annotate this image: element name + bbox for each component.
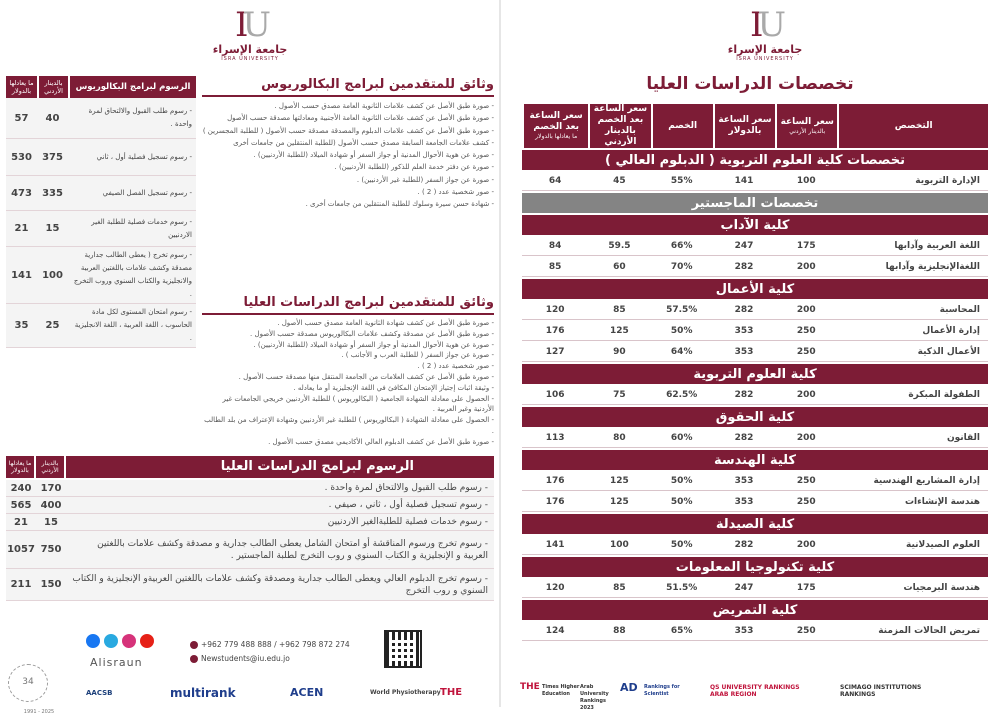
- program-value: 125: [588, 493, 650, 512]
- section-title-cell: [522, 514, 988, 534]
- youtube-icon[interactable]: [140, 634, 154, 648]
- section-title-cell: [522, 450, 988, 470]
- header-col-1: [775, 104, 837, 148]
- program-value: 100: [588, 536, 650, 555]
- document-item: - صورة عن جواز السفر ( للطلبة العرب و الأجانب ) .: [341, 351, 494, 360]
- table-row: [522, 622, 988, 641]
- fee-description: - رسوم خدمات فصلية للطلبةالغير الاردنيين: [327, 517, 488, 527]
- facebook-icon[interactable]: [86, 634, 100, 648]
- section-title-cell: [522, 279, 988, 299]
- program-value: 120: [522, 301, 588, 320]
- fee-jod: 170: [40, 482, 62, 494]
- email-address[interactable]: Newstudents@iu.edu.jo: [201, 654, 290, 663]
- graduate-fees-title: الرسوم لبرامج الدراسات العليا: [66, 456, 494, 478]
- fee-description: - رسوم تسجيل فصلية أول ، ثاني ، صيفي .: [328, 500, 488, 510]
- fee-description: - رسوم تخرج ورسوم المناقشة أو امتحان الشامل يعطى الطالب جدارية و مصدقة وكشف علامات باللغتين العربية و الإنجليزية و الكتاب السنوي و روب التخرج لطلبة الماجستير .: [97, 538, 488, 561]
- fee-jod: 15: [44, 516, 58, 528]
- fee-row: [6, 497, 494, 514]
- section-title: كلية الصيدلة: [715, 516, 795, 532]
- fee-jod: 40: [45, 112, 60, 124]
- header-col-0: [837, 104, 988, 148]
- logo-english: ISRA UNIVERSITY: [221, 56, 279, 62]
- fee-description: - رسوم تخرج الدبلوم العالي ويعطى الطالب جدارية ومصدقة وكشف علامات باللغتين العربيةو الإنجليزية و الكتاب السنوي و روب التخرج: [72, 573, 488, 596]
- program-name: الطفولة المبكرة: [837, 386, 988, 405]
- fee-row: [6, 98, 196, 139]
- program-value: 106: [522, 386, 588, 405]
- university-logo-right: [720, 5, 810, 62]
- document-item: - صورة طبق الأصل عن كشف العلامات من الجامعة المنتقل منها مصدقة حسب الأصول .: [238, 372, 494, 381]
- fee-row: [6, 531, 494, 569]
- table-row: [522, 343, 988, 362]
- program-value: 176: [522, 493, 588, 512]
- graduate-documents: [202, 294, 494, 448]
- program-value: 127: [522, 343, 588, 362]
- logo-arabic: جامعة الإسراء: [212, 43, 288, 56]
- programs-table: [522, 102, 988, 643]
- program-value: 353: [713, 493, 775, 512]
- table-row: [522, 237, 988, 256]
- document-item: - الحصول على معادلة الشهادة ( البكالوريوس ) للطلبة غير الأردنيين وشهادة الإعتراف من بلد الطالب .: [204, 416, 494, 435]
- program-value: 282: [713, 429, 775, 448]
- header-col-3: [651, 104, 713, 148]
- accreditation-logo: World Physiotherapy: [370, 689, 441, 696]
- qr-code-icon: [384, 630, 422, 668]
- document-item: - صور شخصية عدد ( 2 ) .: [417, 188, 494, 197]
- graduate-fees-header: [6, 456, 494, 478]
- table-row: [522, 429, 988, 448]
- fee-description: - رسوم طلب القبول والالتحاق لمرة واحدة .: [324, 483, 488, 493]
- ranking-logo: AD: [620, 681, 638, 694]
- program-value: 282: [713, 386, 775, 405]
- program-name: هندسة البرمجيات: [837, 579, 988, 598]
- program-value: 175: [775, 237, 837, 256]
- fee-usd: 473: [11, 187, 32, 199]
- fee-jod: 375: [42, 151, 63, 163]
- section-title-cell: [522, 193, 988, 213]
- fee-row: [6, 211, 196, 247]
- header-main: التخصص: [894, 120, 933, 131]
- table-row: [522, 536, 988, 555]
- footer: [0, 626, 500, 715]
- anniversary-years: 1991 - 2025: [23, 709, 55, 715]
- document-item: - صورة طبق الأصل عن كشف شهادة الثانوية العامة مصدق حسب الأصول .: [277, 319, 494, 327]
- program-value: 85: [522, 258, 588, 277]
- program-value: 353: [713, 622, 775, 641]
- program-name: اللغةالإنجليزية وآدابها: [837, 258, 988, 277]
- section-title: تخصصات كلية العلوم التربوية ( الدبلوم العالي ): [605, 152, 905, 168]
- ranking-logo: Times Higher Education: [542, 684, 580, 697]
- program-value: 50%: [651, 322, 713, 341]
- page-title: تخصصات الدراسات العليا: [646, 74, 854, 94]
- program-value: 141: [522, 536, 588, 555]
- header-col-4: [588, 104, 650, 148]
- document-item: - الحصول على معادلة الشهادة الجامعية ( البكالوريوس ) للطلبة الأردنيين خريجي الجامعات غير الأردنية وغير العربية .: [222, 394, 494, 414]
- program-name: إدارة الأعمال: [837, 322, 988, 341]
- fee-row: [6, 139, 196, 176]
- col-usd: ما يعادلها بالدولار: [6, 76, 37, 98]
- fee-jod: 25: [45, 320, 60, 331]
- iu-mark-icon: IU: [749, 5, 781, 45]
- header-sub: بالدينار الأردني: [789, 127, 826, 135]
- fee-description: - رسوم تخرج ( يعطى الطالب جدارية مصدقة وكشف علامات باللغتين العربية والانجليزية والكتاب السنوي وروب التخرج .: [73, 251, 192, 298]
- program-name: الأعمال الذكية: [837, 343, 988, 362]
- table-row: [522, 493, 988, 512]
- table-row: [522, 579, 988, 598]
- program-value: 59.5: [588, 237, 650, 256]
- table-row: [522, 301, 988, 320]
- fee-row: [6, 304, 196, 348]
- fee-usd: 21: [14, 223, 29, 234]
- ranking-logo: Rankings for Scientist: [644, 684, 680, 697]
- accreditation-logo: AACSB: [86, 689, 113, 697]
- section-header: [522, 407, 988, 427]
- program-value: 200: [775, 536, 837, 555]
- graduate-documents-list: [202, 318, 494, 448]
- fee-description: - رسوم تسجيل الفصل الصيفي: [102, 188, 192, 197]
- right-page: [500, 0, 1000, 707]
- bachelor-fees-header: [6, 76, 196, 98]
- program-value: 55%: [651, 172, 713, 191]
- accreditation-logo: THE: [440, 687, 463, 698]
- program-value: 200: [775, 386, 837, 405]
- program-value: 250: [775, 472, 837, 491]
- section-title: تخصصات الماجستير: [691, 195, 819, 211]
- program-name: الإدارة التربوية: [837, 172, 988, 191]
- document-item: - وثيقة اثبات إجتياز الإمتحان المكافئ في اللغة الإنجليزية أو ما يعادله .: [293, 383, 494, 392]
- header-main: الخصم: [668, 120, 698, 131]
- section-title: كلية التمريض: [712, 602, 798, 618]
- document-item: - صورة عن جواز السفر (للطلبة غير الأردنيين) .: [356, 175, 494, 184]
- program-value: 60%: [651, 429, 713, 448]
- program-value: 64%: [651, 343, 713, 362]
- instagram-icon[interactable]: [122, 634, 136, 648]
- document-item: - صورة طبق الأصل عن كشف علامات الثانوية العامة مصدق حسب الأصول .: [274, 102, 494, 110]
- program-value: 113: [522, 429, 588, 448]
- program-value: 80: [588, 429, 650, 448]
- university-logo: [205, 5, 295, 62]
- fee-jod: 335: [42, 187, 63, 199]
- section-title-cell: [522, 600, 988, 620]
- header-col-2: [713, 104, 775, 148]
- document-item: - صورة عن دفتر خدمة العلم للذكور (للطلبة الأردنيين) .: [334, 163, 494, 172]
- header-sub: ما يعادلها بالدولار: [535, 133, 578, 140]
- accreditation-logo: ACEN: [290, 686, 324, 699]
- program-name: تمريض الحالات المزمنة: [837, 622, 988, 641]
- program-value: 250: [775, 493, 837, 512]
- graduate-fees-table: [6, 480, 494, 601]
- program-name: هندسة الإنشاءات: [837, 493, 988, 512]
- program-value: 125: [588, 322, 650, 341]
- fee-description: - رسوم تسجيل فصلية أول ، ثاني: [96, 152, 192, 161]
- program-name: القانون: [837, 429, 988, 448]
- bachelor-fees-title: الرسوم لبرامج البكالوريوس: [68, 76, 196, 98]
- fee-row: [6, 480, 494, 497]
- programs-table-header: [522, 104, 988, 148]
- header-main: سعر الساعة بالدولار: [718, 115, 772, 136]
- document-item: - شهادة حسن سيرة وسلوك للطلبة المنتقلين من جامعات أخرى .: [305, 200, 494, 209]
- logo-english: ISRA UNIVERSITY: [736, 56, 794, 62]
- ranking-logo: Arab University Rankings 2023: [580, 684, 609, 711]
- document-item: - صورة عن هوية الأحوال المدنية أو جواز السفر أو شهادة الميلاد (للطلبة الأردنيين) .: [253, 340, 494, 349]
- header-col-5: [522, 104, 588, 148]
- section-title: كلية العلوم التربوية: [693, 366, 817, 382]
- table-row: [522, 472, 988, 491]
- program-value: 176: [522, 322, 588, 341]
- ranking-logo: THE: [520, 682, 540, 692]
- section-title: كلية الهندسة: [714, 452, 796, 468]
- logo-arabic: جامعة الإسراء: [727, 43, 803, 56]
- bachelor-fees-table: [6, 76, 196, 348]
- phone-icon: [190, 641, 198, 649]
- section-header: [522, 215, 988, 235]
- program-value: 85: [588, 301, 650, 320]
- phone-numbers: +962 779 488 888 / +962 798 872 274: [201, 640, 350, 649]
- fee-row: [6, 569, 494, 601]
- table-row: [522, 386, 988, 405]
- iu-mark-icon: IU: [234, 5, 266, 45]
- program-value: 175: [775, 579, 837, 598]
- program-value: 141: [713, 172, 775, 191]
- fee-jod: 400: [40, 499, 62, 511]
- program-value: 353: [713, 322, 775, 341]
- fee-row: [6, 176, 196, 211]
- accreditation-logo: multirank: [170, 686, 236, 700]
- program-value: 66%: [651, 237, 713, 256]
- header-main: سعر الساعة بعد الخصم: [529, 111, 583, 132]
- table-row: [522, 258, 988, 277]
- program-name: إدارة المشاريع الهندسية: [837, 472, 988, 491]
- program-value: 120: [522, 579, 588, 598]
- bachelor-documents-title: وثائق للمتقدمين لبرامج البكالوريوس: [202, 76, 494, 97]
- section-title-cell: [522, 215, 988, 235]
- section-header: [522, 557, 988, 577]
- section-title: كلية الحقوق: [715, 409, 795, 425]
- fee-jod: 150: [40, 579, 62, 590]
- fee-usd: 211: [10, 579, 32, 590]
- fee-description: - رسوم خدمات فصلية للطلبة الغير الاردنيين: [91, 217, 192, 239]
- header-main: سعر الساعة بعد الخصم بالدينار الأردني: [593, 104, 648, 147]
- program-value: 282: [713, 301, 775, 320]
- program-value: 70%: [651, 258, 713, 277]
- program-value: 50%: [651, 536, 713, 555]
- program-value: 247: [713, 579, 775, 598]
- program-value: 60: [588, 258, 650, 277]
- section-title: كلية الآداب: [720, 217, 790, 233]
- fee-jod: 750: [40, 544, 62, 555]
- program-value: 250: [775, 322, 837, 341]
- fee-jod: 15: [45, 223, 60, 234]
- program-name: المحاسبة: [837, 301, 988, 320]
- accreditation-logos-left: [0, 682, 500, 704]
- section-header: [522, 193, 988, 213]
- bachelor-documents: [202, 76, 494, 211]
- program-value: 100: [775, 172, 837, 191]
- contact-info: [190, 638, 350, 666]
- program-value: 250: [775, 622, 837, 641]
- twitter-icon[interactable]: [104, 634, 118, 648]
- program-value: 50%: [651, 493, 713, 512]
- section-header: [522, 514, 988, 534]
- program-value: 85: [588, 579, 650, 598]
- bachelor-documents-list: [202, 100, 494, 211]
- program-value: 64: [522, 172, 588, 191]
- document-item: - صور شخصية عدد ( 2 ) .: [417, 362, 494, 371]
- program-value: 250: [775, 343, 837, 362]
- program-value: 90: [588, 343, 650, 362]
- section-header: [522, 150, 988, 170]
- program-name: اللغة العربية وآدابها: [837, 237, 988, 256]
- social-handle: Alisraun: [90, 656, 143, 669]
- anniversary-number: 34: [22, 677, 34, 687]
- section-header: [522, 364, 988, 384]
- section-header: [522, 279, 988, 299]
- program-value: 176: [522, 472, 588, 491]
- program-value: 65%: [651, 622, 713, 641]
- program-value: 57.5%: [651, 301, 713, 320]
- document-item: - صورة عن هوية الأحوال المدنية أو جواز السفر أو شهادة الميلاد (للطلبة الأردنيين) .: [253, 151, 494, 160]
- fee-usd: 35: [14, 320, 29, 331]
- fee-row: [6, 514, 494, 531]
- fee-usd: 1057: [7, 544, 35, 555]
- program-value: 51.5%: [651, 579, 713, 598]
- section-title-cell: [522, 150, 988, 170]
- document-item: - كشف علامات الجامعة السابقة مصدق حسب الأصول (للطلبة المنتقلين من جامعات أخرى: [233, 138, 494, 147]
- program-value: 282: [713, 536, 775, 555]
- fee-jod: 100: [42, 269, 63, 281]
- section-title: كلية تكنولوجيا المعلومات: [675, 559, 835, 575]
- graduate-col-jod: بالدينار الأردني: [36, 456, 66, 478]
- col-jod: بالدينار الأردني: [37, 76, 68, 98]
- program-value: 200: [775, 258, 837, 277]
- ranking-logo: SCIMAGO INSTITUTIONS RANKINGS: [840, 684, 922, 698]
- fee-usd: 141: [11, 269, 32, 281]
- fee-description: - رسوم امتحان المستوى لكل مادة الحاسوب ، اللغة العربية ، اللغة الانجليزية .: [74, 308, 192, 342]
- program-value: 62.5%: [651, 386, 713, 405]
- fee-description: - رسوم طلب القبول والالتحاق لمرة واحدة .: [88, 107, 192, 128]
- section-header: [522, 600, 988, 620]
- section-title-cell: [522, 364, 988, 384]
- fee-row: [6, 247, 196, 304]
- social-icons: [86, 634, 154, 648]
- fee-usd: 530: [11, 151, 32, 163]
- section-title-cell: [522, 407, 988, 427]
- program-value: 282: [713, 258, 775, 277]
- section-title: كلية الأعمال: [715, 281, 795, 297]
- section-header: [522, 450, 988, 470]
- graduate-col-usd: ما يعادلها بالدولار: [6, 456, 36, 478]
- program-value: 124: [522, 622, 588, 641]
- document-item: - صورة طبق الأصل عن كشف علامات الثانوية العامة الأجنبية ومعادلتها مصدقة حسب الأصول: [227, 114, 494, 123]
- graduate-documents-title: وثائق للمتقدمين لبرامج الدراسات العليا: [202, 294, 494, 315]
- ranking-logo: QS UNIVERSITY RANKINGS ARAB REGION: [710, 684, 800, 698]
- table-row: [522, 172, 988, 191]
- email-icon: [190, 655, 198, 663]
- program-value: 353: [713, 343, 775, 362]
- document-item: - صورة طبق الأصل عن كشف الدبلوم العالي الأكاديمي مصدق حسب الأصول .: [268, 437, 494, 446]
- table-row: [522, 322, 988, 341]
- program-value: 125: [588, 472, 650, 491]
- fee-usd: 240: [10, 482, 32, 494]
- program-value: 45: [588, 172, 650, 191]
- program-value: 353: [713, 472, 775, 491]
- fee-usd: 21: [14, 516, 28, 528]
- program-value: 88: [588, 622, 650, 641]
- program-value: 247: [713, 237, 775, 256]
- program-name: العلوم الصيدلانية: [837, 536, 988, 555]
- program-value: 200: [775, 429, 837, 448]
- header-main: سعر الساعة: [780, 116, 834, 127]
- fee-usd: 565: [10, 499, 32, 511]
- program-value: 200: [775, 301, 837, 320]
- program-value: 75: [588, 386, 650, 405]
- document-item: - صورة طبق الأصل عن كشف علامات الدبلوم والمصدقة مصدقة حسب الأصول ( للطلبة المجسرين ): [202, 126, 494, 135]
- program-value: 50%: [651, 472, 713, 491]
- ranking-logos: [520, 681, 1000, 711]
- fee-usd: 57: [14, 112, 29, 124]
- document-item: - صورة طبق الأصل عن مصدقة وكشف علامات البكالوريوس مصدقة حسب الأصول .: [250, 329, 494, 338]
- section-title-cell: [522, 557, 988, 577]
- program-value: 84: [522, 237, 588, 256]
